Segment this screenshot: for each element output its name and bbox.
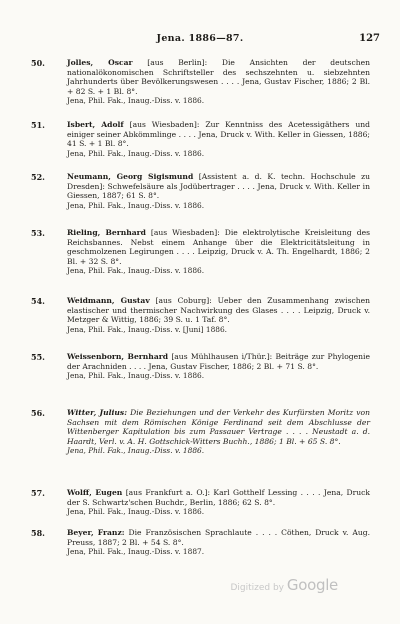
entry-text: [aus Wiesbaden]: Die elektrolytische Kreisleitung des Reichsbannes. Nebst einem Anhange über die Elektricitätsleitung in geschmolzenen Legirungen . . . . Leipzig, Druck v. A. Th. Engelhardt, 1886; 2 Bl. + 32 S. 8°. bbox=[67, 228, 370, 266]
entry-dissertation: Jena, Phil. Fak., Inaug.-Diss. v. 1886. bbox=[67, 371, 205, 381]
entry-number: 50. bbox=[31, 58, 45, 68]
digitization-watermark bbox=[230, 576, 338, 594]
entry-author: Witter, Julius: bbox=[67, 408, 128, 417]
entry-text: [Assistent a. d. K. techn. Hochschule zu Dresden]: Schwefelsäure als Jodübertrager . . . . Jena, Druck v. With. Keller in Giessen, 1887; 61 S. 8°. bbox=[67, 172, 371, 201]
entry-dissertation: Jena, Phil. Fak., Inaug.-Diss. v. 1886. bbox=[67, 266, 205, 276]
entry-author: Neumann, Georg Sigismund bbox=[67, 172, 194, 181]
entry-dissertation: Jena, Phil. Fak., Inaug.-Diss. v. 1886. bbox=[67, 200, 205, 210]
entry-number: 52. bbox=[31, 172, 45, 182]
entry-body bbox=[67, 408, 370, 456]
entry-body bbox=[67, 58, 370, 106]
entry-number: 58. bbox=[31, 528, 45, 538]
entry-number: 56. bbox=[31, 408, 45, 418]
entry-number: 57. bbox=[31, 488, 45, 498]
entry-author: Rieling, Bernhard bbox=[67, 228, 146, 237]
entry-dissertation: Jena, Phil. Fak., Inaug.-Diss. v. 1886. bbox=[67, 507, 205, 517]
entry-dissertation: Jena, Phil. Fak., Inaug.-Diss. v. 1886. bbox=[67, 96, 205, 106]
entry-number: 53. bbox=[31, 228, 45, 238]
entry-author: Wolff, Eugen bbox=[67, 488, 123, 497]
entry-author: Weissenborn, Bernhard bbox=[67, 352, 169, 361]
entry-author: Weidmann, Gustav bbox=[67, 296, 150, 305]
entry-number: 51. bbox=[31, 120, 45, 130]
entry-text: [aus Frankfurt a. O.]: Karl Gotthelf Lessing . . . . Jena, Druck der S. Schwartz'schen Buchdr., Berlin, 1886; 62 S. 8°. bbox=[67, 488, 370, 507]
entry-body bbox=[67, 228, 370, 276]
entry-text: Die Französischen Sprachlaute . . . . Cöthen, Druck v. Aug. Preuss, 1887; 2 Bl. + 54 S. 8°. bbox=[67, 528, 370, 547]
google-logo: Google bbox=[286, 576, 338, 594]
entry-body bbox=[67, 172, 370, 210]
entry-author: Beyer, Franz: bbox=[67, 528, 125, 537]
entry-number: 55. bbox=[31, 352, 45, 362]
entry-number: 54. bbox=[31, 296, 45, 306]
entry-text: [aus Wiesbaden]: Zur Kenntniss des Acetessigäthers und einiger seiner Abkömmlinge . . . . Jena, Druck v. With. Keller in Giessen, 1886; 41 S. + 1 Bl. 8°. bbox=[67, 120, 370, 149]
entry-dissertation: Jena, Phil. Fak., Inaug.-Diss. v. 1886. bbox=[67, 446, 205, 456]
entry-body bbox=[67, 120, 370, 158]
entry-text: [aus Mühlhausen i/Thür.]: Beiträge zur Phylogenie der Arachniden . . . . Jena, Gustav Fischer, 1886; 2 Bl. + 71 S. 8°. bbox=[67, 352, 370, 371]
entry-dissertation: Jena, Phil. Fak., Inaug.-Diss. v. 1887. bbox=[67, 547, 205, 557]
entry-body bbox=[67, 296, 370, 334]
entry-body bbox=[67, 488, 370, 517]
entry-dissertation: Jena, Phil. Fak., Inaug.-Diss. v. [Juni] 1886. bbox=[67, 324, 228, 334]
entry-body bbox=[67, 528, 370, 557]
watermark-prefix: Digitized by bbox=[230, 583, 285, 593]
entry-text: [aus Berlin]: Die Ansichten der deutschen nationalökonomischen Schriftsteller des sechszehnten u. siebzehnten Jahrhunderts über Bevölkerungswesen . . . . Jena, Gustav Fischer, 1886; 2 Bl. + 82 S. + 1 Bl. 8°. bbox=[67, 58, 370, 96]
page-number: 127 bbox=[359, 33, 380, 44]
running-title: Jena. 1886—87. bbox=[156, 33, 244, 44]
entry-text: Die Beziehungen und der Verkehr des Kurfürsten Moritz von Sachsen mit dem Römischen Könige Ferdinand seit dem Abschlusse der Wittenberger Kapitulation bis zum Passauer Vertrage . . . . Neustadt a. d. Haardt, Verl. v. A. H. Gottschick-Witters Buchh., 1886; 1 Bl. + 65 S. 8°. bbox=[67, 408, 370, 446]
entry-author: Isbert, Adolf bbox=[67, 120, 124, 129]
entry-dissertation: Jena, Phil. Fak., Inaug.-Diss. v. 1886. bbox=[67, 148, 205, 158]
page-header bbox=[0, 33, 400, 47]
entry-author: Jolles, Oscar bbox=[67, 58, 133, 67]
entry-body bbox=[67, 352, 370, 381]
entry-text: [aus Coburg]: Ueber den Zusammenhang zwischen elastischer und thermischer Nachwirkung des Glases . . . . Leipzig, Druck v. Metzger & Wittig, 1886; 39 S. u. 1 Taf. 8°. bbox=[67, 296, 370, 325]
